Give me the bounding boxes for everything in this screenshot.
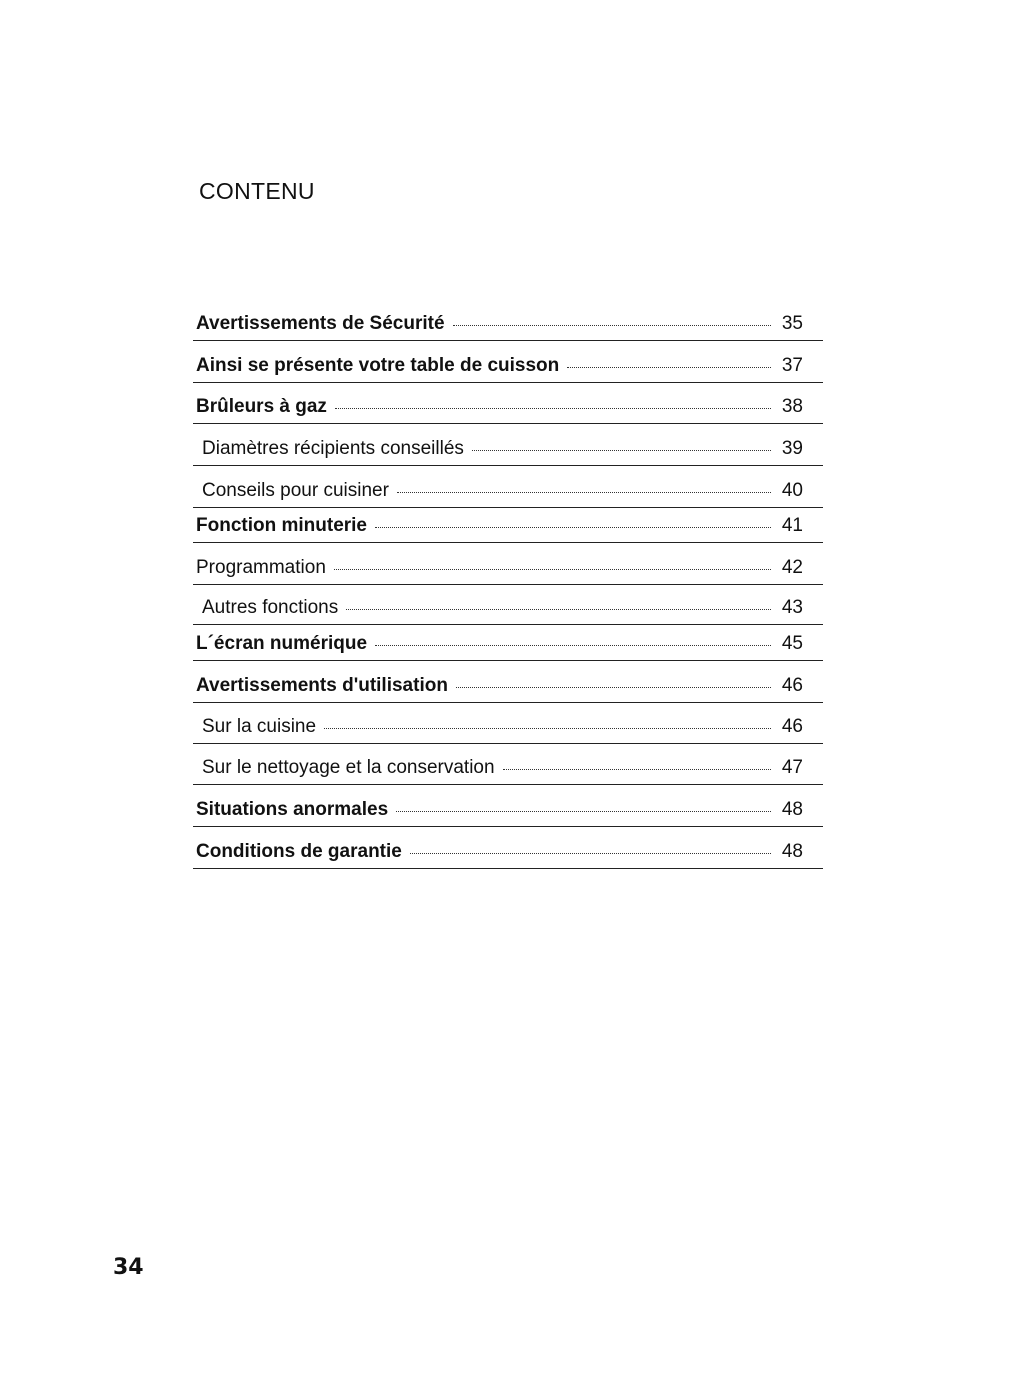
toc-entry-label: Diamètres récipients conseillés — [202, 438, 464, 459]
toc-entry — [193, 313, 823, 341]
toc-leader — [346, 609, 771, 610]
toc-entry-label: Autres fonctions — [202, 597, 339, 618]
toc-entry-page: 38 — [781, 396, 803, 417]
toc-entry — [193, 355, 823, 383]
toc-entry — [193, 480, 823, 508]
toc-entry — [193, 841, 823, 869]
page-number: 34 — [113, 1255, 144, 1280]
toc-entry — [193, 438, 823, 466]
toc-entry — [193, 597, 823, 625]
page-title: CONTENU — [199, 178, 315, 204]
toc-leader — [503, 769, 771, 770]
toc-entry-page: 43 — [781, 597, 803, 618]
toc-entry-page: 46 — [781, 716, 803, 737]
toc-entry-page: 47 — [781, 757, 803, 778]
toc-entry-label: Sur le nettoyage et la conservation — [202, 757, 495, 778]
toc-leader — [334, 569, 771, 570]
toc-entry-label: Avertissements de Sécurité — [196, 313, 445, 334]
toc-entry — [193, 396, 823, 424]
toc-entry-page: 40 — [781, 480, 803, 501]
toc-leader — [396, 811, 771, 812]
toc-leader — [472, 450, 771, 451]
toc-entry-label: Ainsi se présente votre table de cuisson — [196, 355, 560, 376]
toc-leader — [375, 527, 771, 528]
toc-entry-label: Brûleurs à gaz — [196, 396, 327, 417]
toc-entry-label: Situations anormales — [196, 799, 389, 820]
toc-entry — [193, 799, 823, 827]
toc-leader — [456, 687, 771, 688]
toc-leader — [567, 367, 771, 368]
toc-entry — [193, 515, 823, 543]
toc-entry-label: Programmation — [196, 557, 326, 578]
toc-entry-page: 39 — [781, 438, 803, 459]
toc-leader — [335, 408, 771, 409]
toc-leader — [397, 492, 771, 493]
toc-entry-label: Sur la cuisine — [202, 716, 317, 737]
toc-entry-page: 46 — [781, 675, 803, 696]
toc-entry-page: 42 — [781, 557, 803, 578]
toc-entry-label: Avertissements d'utilisation — [196, 675, 448, 696]
toc-entry-page: 48 — [781, 799, 803, 820]
toc-entry — [193, 557, 823, 585]
toc-entry-label: Conseils pour cuisiner — [202, 480, 389, 501]
toc-entry — [193, 757, 823, 785]
toc-leader — [410, 853, 771, 854]
toc-entry-page: 45 — [781, 633, 803, 654]
toc-entry — [193, 633, 823, 661]
toc-entry-page: 41 — [781, 515, 803, 536]
toc-leader — [453, 325, 771, 326]
toc-leader — [375, 645, 771, 646]
toc-entry-page: 48 — [781, 841, 803, 862]
toc-entry-page: 35 — [781, 313, 803, 334]
toc-entry-label: Fonction minuterie — [196, 515, 367, 536]
toc-entry — [193, 716, 823, 744]
toc-entry-label: L´écran numérique — [196, 633, 368, 654]
toc-entry-label: Conditions de garantie — [196, 841, 402, 862]
toc-entry-page: 37 — [781, 355, 803, 376]
toc-leader — [324, 728, 771, 729]
toc-entry — [193, 675, 823, 703]
